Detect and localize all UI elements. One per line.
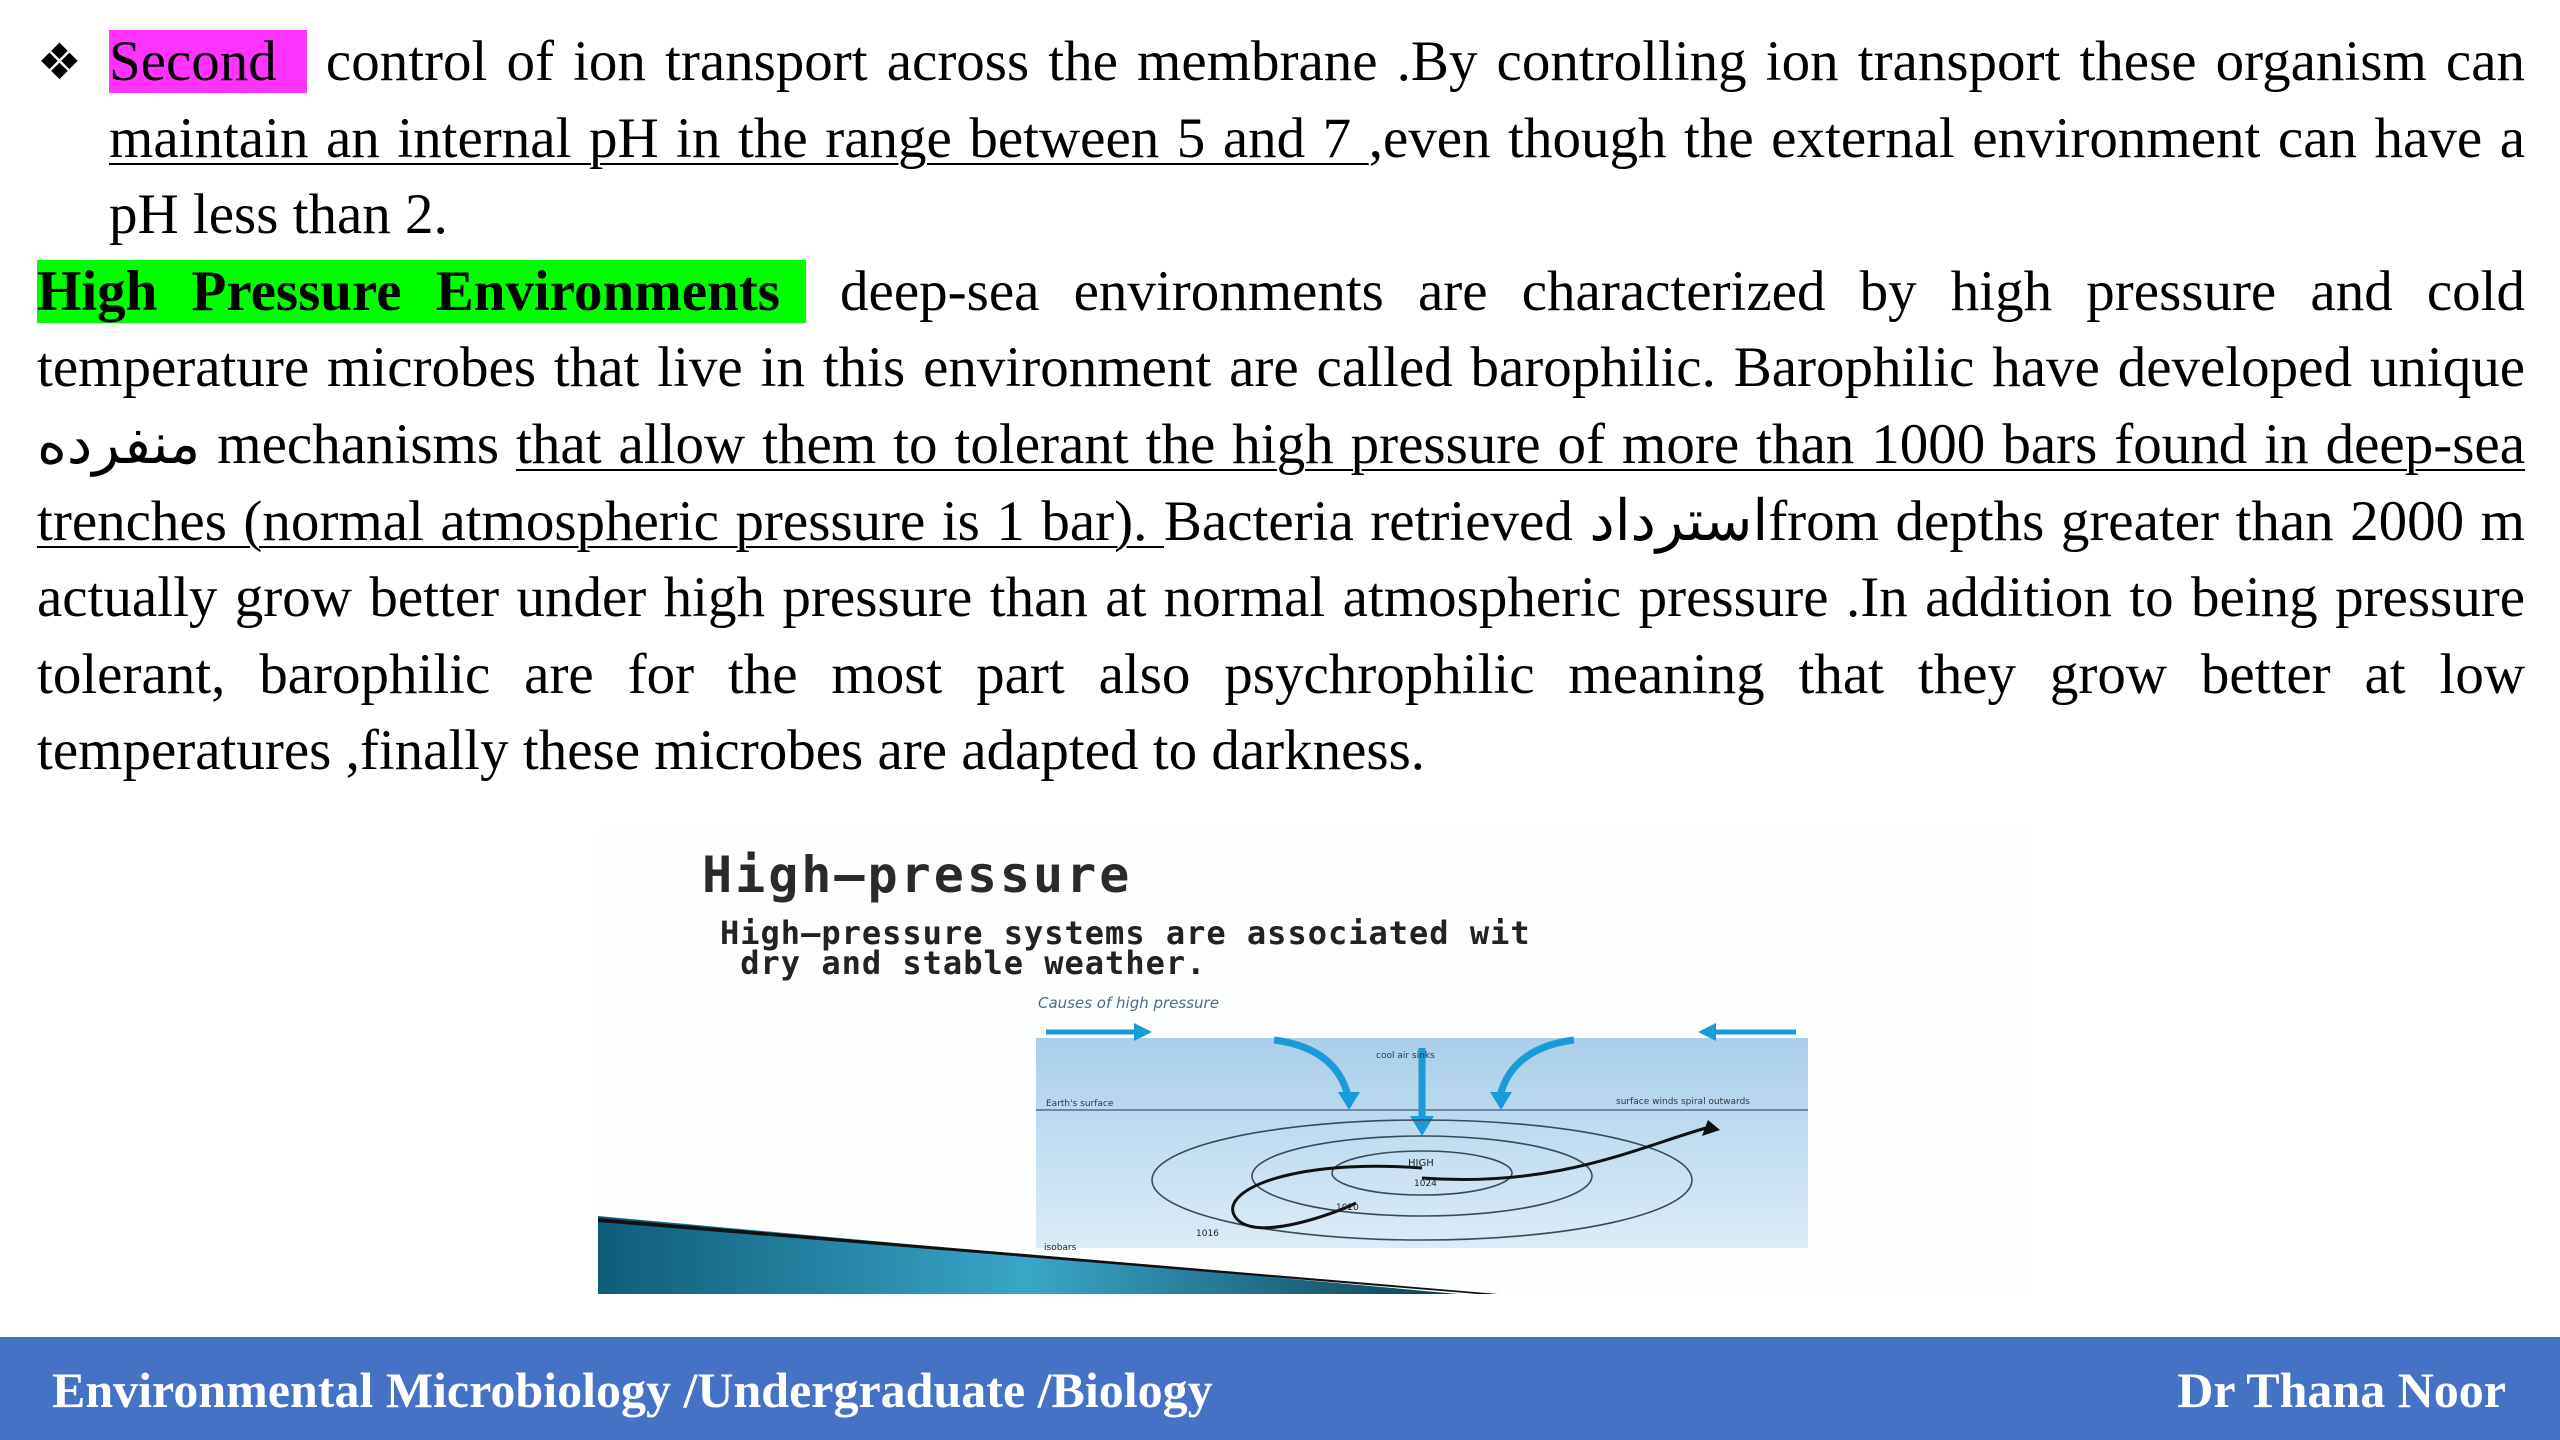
figure-subtitle-line1: High–pressure systems are associated wit [720,914,1531,952]
arabic-word-unique: منفرده [37,412,201,476]
paragraph-high-pressure [37,254,2525,790]
paragraph2-text-a: deep-sea environments are characterized by high pressure and cold temperature microbes that live in this environment are called barophilic. Barophilic have developed unique [37,259,2525,400]
label-high: HIGH [1408,1158,1434,1169]
footer-course: Environmental Microbiology /Undergraduate /Biology [52,1362,1213,1418]
high-pressure-figure [598,826,2028,1294]
highlight-second: Second [109,30,307,93]
label-earth-surface: Earth's surface [1046,1099,1114,1109]
paragraph2-text-c: Bacteria retrieved [1163,489,1590,553]
label-surface-winds: surface winds spiral outwards [1616,1097,1750,1107]
label-isobar-1024: 1024 [1414,1179,1437,1189]
paragraph2-text-d: from depths greater than 2000 m actually grow better under high pressure than at normal atmospheric pressure .In addition to being pressure tolerant, barophilic are for the most part also psychrophilic meaning that they grow better at low temperatures ,finally these microbes are adapted to darkness. [37,489,2525,783]
diamond-bullet-icon: ❖ [37,33,82,91]
paragraph-ion-transport [37,24,2525,254]
figure-caption: Causes of high pressure [1038,994,1219,1012]
heading-high-pressure: High Pressure Environments [37,260,806,323]
label-isobars: isobars [1044,1243,1077,1253]
figure-subtitle-line2: dry and stable weather. [720,944,1207,982]
figure-title: High–pressure [702,846,1133,904]
decorative-wedge [598,1216,2028,1294]
label-cool-air: cool air sinks [1376,1051,1435,1061]
underlined-pressure-tolerance: that allow them to tolerant the high pressure of more than 1000 bars found in deep-sea trenches (normal atmospheric pressure is 1 bar). [37,412,2525,553]
paragraph2-text-b: mechanisms [200,412,517,476]
label-isobar-1016: 1016 [1196,1229,1219,1239]
slide-content [37,24,2525,790]
footer-bar [0,1337,2560,1440]
footer-author: Dr Thana Noor [2177,1362,2506,1418]
paragraph1-text-b: ,even though the external environment can have a pH less than 2. [109,106,2525,247]
figure-subtitle [720,914,2028,982]
paragraph1-text-a: control of ion transport across the membrane .By controlling ion transport these organism can [306,30,2525,93]
underlined-ph-range: maintain an internal pH in the range between 5 and 7 [109,106,1369,170]
label-isobar-1020: 1020 [1336,1203,1359,1213]
arabic-word-retrieved: استرداد [1589,489,1769,553]
